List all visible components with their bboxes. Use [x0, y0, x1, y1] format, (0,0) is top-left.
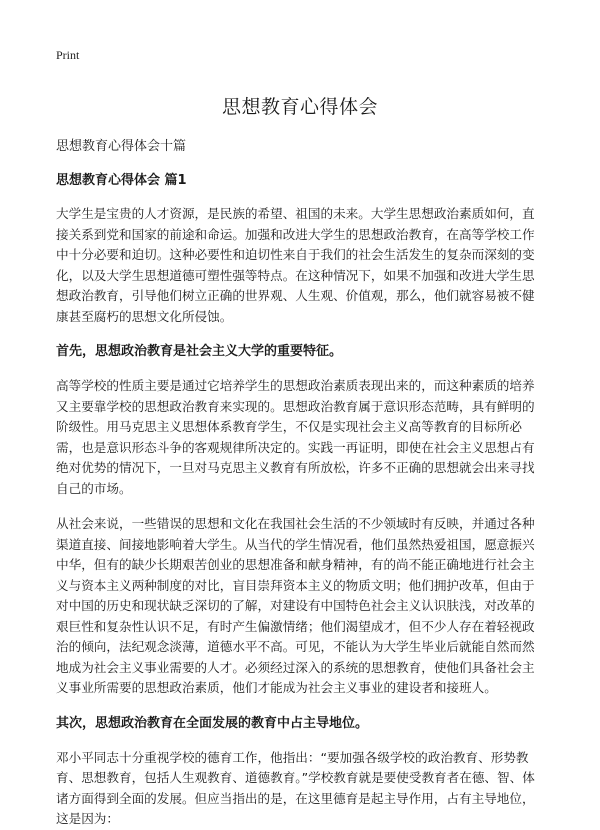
print-link[interactable]: Print — [56, 48, 80, 62]
document-subtitle: 思想教育心得体会十篇 — [56, 139, 187, 154]
paragraph: 大学生是宝贵的人才资源，是民族的希望、祖国的未来。大学生思想政治素质如何，直接关系到党和国家的前途和命运。加强和改进大学生的思想政治教育，在高等学校工作中十分必要和迫切。这种必要性和迫切性来自于我们的社会生活发生的复杂而深刻的变化，以及大学生思想道德可塑性强等特点。在这种情况下，如果不加强和改进大学生思想政治教育，引导他们树立正确的世界观、人生观、价值观，那么，他们就容易被不健康甚至腐朽的思想文化所侵蚀。 — [56, 206, 535, 324]
heading-second: 其次，思想政治教育在全面发展的教育中占主导地位。 — [56, 715, 369, 731]
paragraph: 高等学校的性质主要是通过它培养学生的思想政治素质表现出来的，而这种素质的培养又主要靠学校的思想政治教育来实现的。思想政治教育属于意识形态范畴，具有鲜明的阶级性。用马克思主义思想体系教育学生，不仅是实现社会主义高等教育的目标所必需，也是意识形态斗争的客观规律所决定的。实践一再证明，即使在社会主义思想占有绝对优势的情况下，一旦对马克思主义教育有所放松，许多不正确的思想就会出来寻找自己的市场。 — [56, 378, 535, 496]
document-title: 思想教育心得体会 — [221, 96, 378, 118]
heading-first: 首先，思想政治教育是社会主义大学的重要特征。 — [56, 344, 343, 359]
section-title: 思想教育心得体会 篇1 — [56, 173, 187, 188]
paragraph: 邓小平同志十分重视学校的德育工作，他指出：“要加强各级学校的政治教育、形势教育、思想教育，包括人生观教育、道德教育。”学校教育就是要使受教育者在德、智、体诸方面得到全面的发展。但应当指出的是，在这里德育是起主导作用，占有主导地位，这是因为： — [56, 749, 535, 826]
paragraph: 从社会来说，一些错误的思想和文化在我国社会生活的不少领域时有反映，并通过各种渠道直接、间接地影响着大学生。从当代的学生情况看，他们虽然热爱祖国，愿意振兴中华，但有的缺少长期艰苦创业的思想准备和献身精神，有的尚不能正确地进行社会主义与资本主义两种制度的对比，盲目崇拜资本主义的物质文明；他们拥护改革，但由于对中国的历史和现状缺乏深切的了解，对建设有中国特色社会主义认识肤浅，对改革的艰巨性和复杂性认识不足，有时产生偏激情绪；他们渴望成才，但不少人存在着轻视政治的倾向，法纪观念淡薄，道德水平不高。可见，不能认为大学生毕业后就能自然而然地成为社会主义事业需要的人才。必须经过深入的系统的思想教育，使他们具备社会主义事业所需要的思想政治素质，他们才能成为社会主义事业的建设者和接班人。 — [56, 516, 535, 695]
